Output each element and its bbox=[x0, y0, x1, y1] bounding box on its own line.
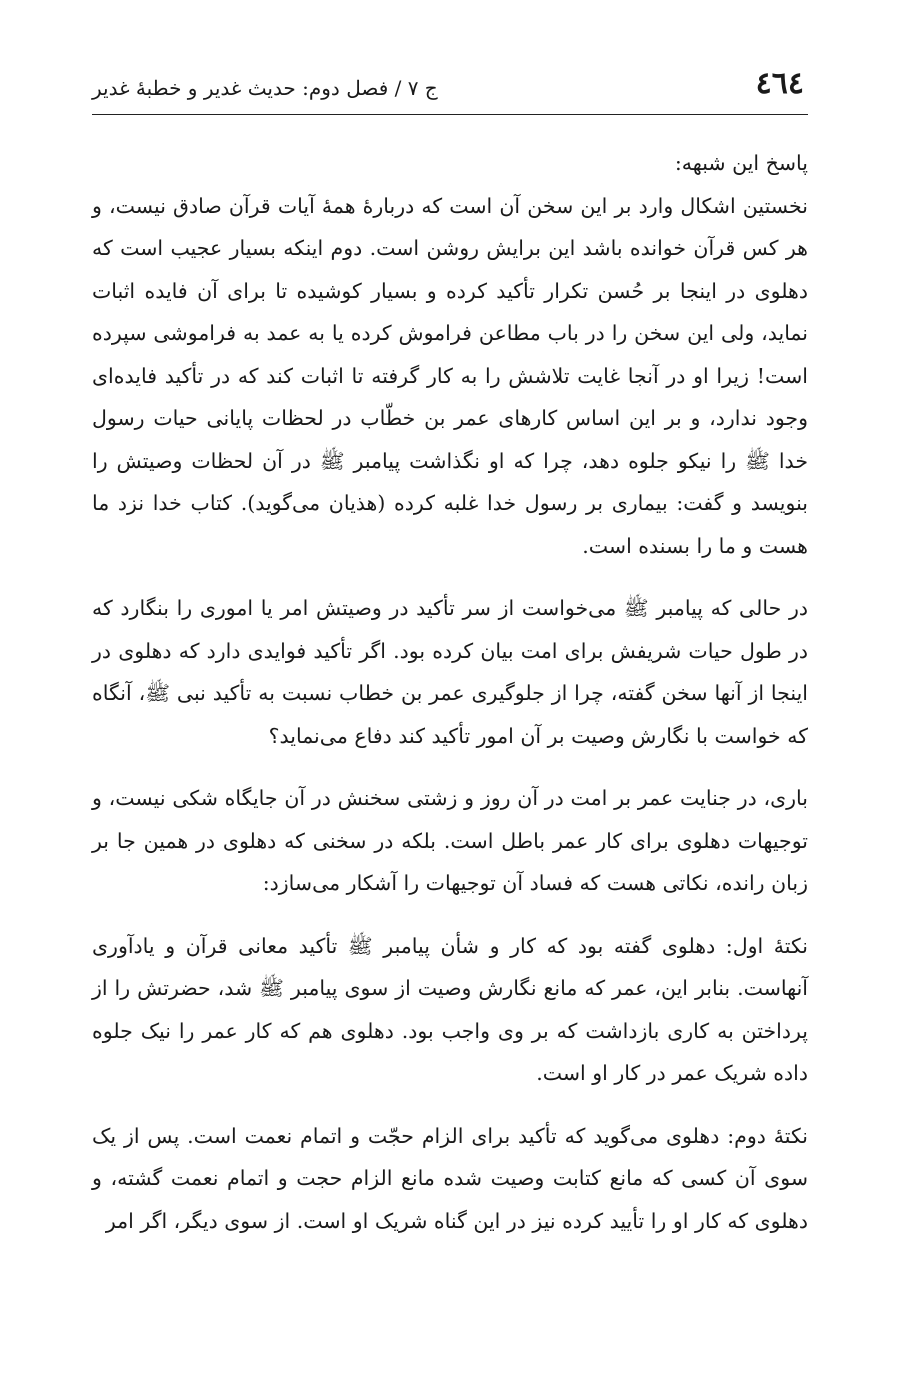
paragraph-5: نکتهٔ دوم: دهلوی می‌گوید که تأکید برای الزام حجّت و اتمام نعمت است. پس از یک سوی آن کسی که مانع کتابت وصیت شده مانع الزام حجت و اتمام نعمت گشته، و دهلوی که کار او را تأیید کرده نیز در این گناه شریک او است. از سوی دیگر، اگر امر bbox=[92, 1123, 808, 1233]
paragraph-2: در حالی که پیامبر ﷺ می‌خواست از سر تأکید در وصیتش امر یا اموری را بنگارد که در طول حیات شریفش برای امت بیان کرده بود. اگر تأکید فوایدی دارد که دهلوی در اینجا از آنها سخن گفته، چرا از جلوگیری عمر بن خطاب نسبت به تأکید نبی ﷺ، آنگاه که خواست با نگارش وصیت بر آن امور تأکید کند دفاع می‌نماید؟ bbox=[92, 596, 808, 748]
section-heading: پاسخ این شبهه: bbox=[674, 151, 808, 175]
paragraph-1: نخستین اشکال وارد بر این سخن آن است که دربارهٔ همهٔ آیات قرآن صادق نیست، و هر کس قرآن خوانده باشد این برایش روشن است. دوم اینکه بسیار عجیب است که دهلوی در اینجا بر حُسن تکرار تأکید کرده و بسیار کوشیده تا برای آن فایده اثبات نماید، ولی این سخن را در باب مطاعن فراموش کرده یا به عمد به فراموشی سپرده است! زیرا او در آنجا غایت تلاشش را به کار گرفته تا اثبات کند که در تأکید فایده‌ای وجود ندارد، و بر این اساس کارهای عمر بن خطّاب در لحظات پایانی حیات رسول خدا ﷺ را نیکو جلوه دهد، چرا که او نگذاشت پیامبر ﷺ در آن لحظات وصیتش را بنویسد و گفت: بیماری بر رسول خدا غلبه کرده (هذیان می‌گوید). کتاب خدا نزد ما هست و ما را بسنده است. bbox=[92, 193, 808, 558]
paragraph-3: باری، در جنایت عمر بر امت در آن روز و زشتی سخنش در آن جایگاه شکی نیست، و توجیهات دهلوی برای کار عمر باطل است. بلکه در سخنی که دهلوی در همین جا بر زبان رانده، نکاتی هست که فساد آن توجیهات را آشکار می‌سازد: bbox=[92, 786, 808, 895]
page-header bbox=[92, 60, 808, 115]
page-number: ٤٦٤ bbox=[755, 66, 804, 101]
page-body bbox=[92, 142, 808, 1262]
paragraph-4: نکتهٔ اول: دهلوی گفته بود که کار و شأن پیامبر ﷺ تأکید معانی قرآن و یادآوری آنهاست. بنابر این، عمر که مانع نگارش وصیت از سوی پیامبر ﷺ شد، حضرتش را از پرداختن به کاری بازداشت که بر وی واجب بود. دهلوی هم که کار عمر را نیک جلوه داده شریک عمر در کار او است. bbox=[92, 933, 808, 1085]
running-title: ج ٧ / فصل دوم: حديث غدير و خطبهٔ غدير bbox=[92, 76, 438, 100]
book-page bbox=[92, 0, 808, 1390]
